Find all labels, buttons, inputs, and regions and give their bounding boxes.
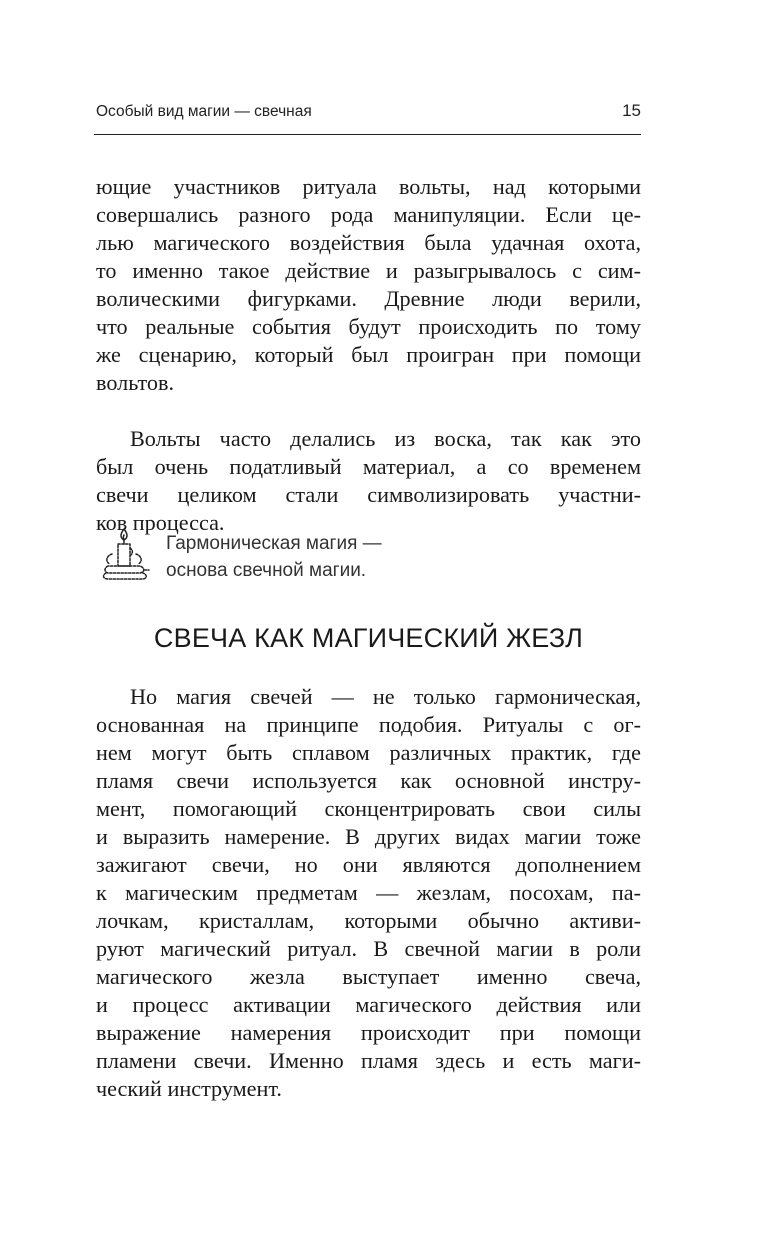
text-line: что реальные события будут происходить по тому <box>96 314 641 339</box>
text-line: лью магического воздействия была удачная охота, <box>96 230 641 255</box>
text-line: свечи целиком стали символизировать участни- <box>96 482 641 507</box>
text-line: был очень податливый материал, а со временем <box>96 454 641 479</box>
text-line: к магическим предметам — жезлам, посохам, па- <box>96 880 641 905</box>
running-title: Особый вид магии — свечная <box>96 103 312 120</box>
note-line: основа свечной магии. <box>166 560 367 581</box>
note-text <box>166 530 382 584</box>
text-line: вольтов. <box>96 370 174 395</box>
margin-note <box>100 526 520 586</box>
paragraph-candle-wand <box>96 683 641 1103</box>
text-line: лочкам, кристаллам, которыми обычно активи- <box>96 908 641 933</box>
text-line: ческий инструмент. <box>96 1076 282 1101</box>
text-line: нем могут быть сплавом различных практик, где <box>96 740 641 765</box>
text-line: то именно такое действие и разыгрывалось с сим- <box>96 258 641 283</box>
text-line: совершались разного рода манипуляции. Если це- <box>96 202 641 227</box>
text-line: волическими фигурками. Древние люди верили, <box>96 286 641 311</box>
paragraph-wax <box>96 425 641 537</box>
text-line: же сценарию, который был проигран при помощи <box>96 342 641 367</box>
running-head <box>96 100 641 126</box>
text-line: Вольты часто делались из воска, так как это <box>130 426 641 451</box>
text-line: пламени свечи. Именно пламя здесь и есть маги- <box>96 1048 641 1073</box>
text-line: пламя свечи используется как основной инстру- <box>96 768 641 793</box>
section-heading: СВЕЧА КАК МАГИЧЕСКИЙ ЖЕЗЛ <box>153 623 584 653</box>
note-line: Гармоническая магия — <box>166 533 382 554</box>
text-line: основанная на принципе подобия. Ритуалы с ог- <box>96 712 641 737</box>
text-line: и выразить намерение. В других видах магии тоже <box>96 824 641 849</box>
page-number: 15 <box>622 101 641 120</box>
text-line: выражение намерения происходит при помощи <box>96 1020 641 1045</box>
candle-icon <box>100 526 152 582</box>
paragraph-continued <box>96 173 641 397</box>
text-line: руют магический ритуал. В свечной магии в роли <box>96 936 641 961</box>
header-rule <box>94 134 641 135</box>
text-line: и процесс активации магического действия или <box>96 992 641 1017</box>
text-line: Но магия свечей — не только гармоническая, <box>130 684 641 709</box>
text-line: мент, помогающий сконцентрировать свои силы <box>96 796 641 821</box>
text-line: ющие участников ритуала вольты, над которыми <box>96 174 641 199</box>
text-line: зажигают свечи, но они являются дополнением <box>96 852 641 877</box>
text-line: магического жезла выступает именно свеча, <box>96 964 641 989</box>
text-line: ков процесса. <box>96 510 225 535</box>
